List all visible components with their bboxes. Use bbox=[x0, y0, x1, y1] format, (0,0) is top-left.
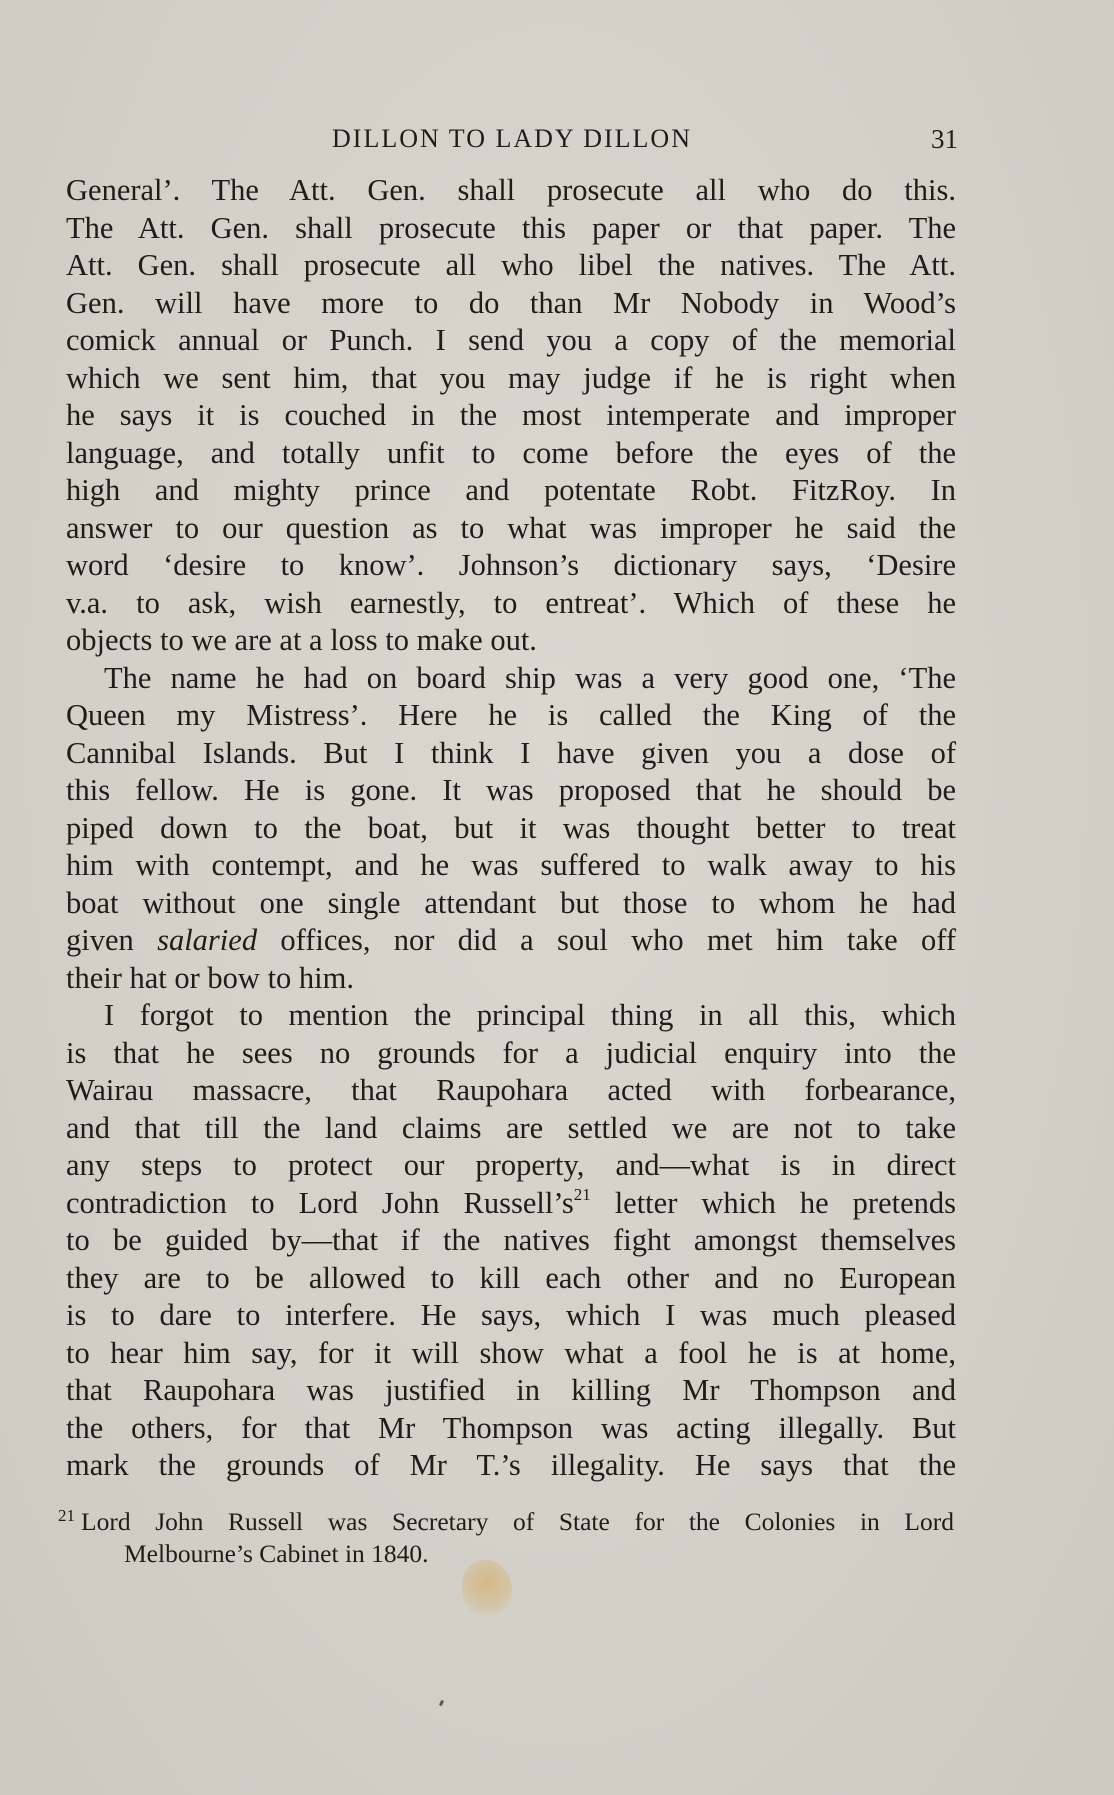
text-line: he says it is couched in the most intemperate and improper bbox=[66, 398, 956, 432]
text-line: The Att. Gen. shall prosecute this paper or that paper. The bbox=[66, 210, 956, 245]
text-line: word ‘desire to know’. Johnson’s dictionary says, ‘Desire bbox=[66, 548, 956, 582]
text-line: and that till the land claims are settled we are not to take bbox=[66, 1110, 956, 1145]
text-line: Queen my Mistress’. Here he is called the King of the bbox=[66, 698, 956, 732]
text-line: boat without one single attendant but those to whom he had bbox=[66, 885, 956, 920]
paper-speck bbox=[439, 1700, 444, 1707]
italic-word: salaried bbox=[157, 923, 258, 957]
footnote-line bbox=[58, 1506, 954, 1538]
text-line: Wairau massacre, that Raupohara acted with forbearance, bbox=[66, 1073, 956, 1107]
body-text bbox=[66, 172, 956, 1485]
page-number: 31 bbox=[931, 124, 958, 154]
text-line: mark the grounds of Mr T.’s illegality. He says that the bbox=[66, 1448, 956, 1482]
text-line: is to dare to interfere. He says, which I was much pleased bbox=[66, 1298, 956, 1332]
text-line: answer to our question as to what was improper he said the bbox=[66, 510, 956, 545]
text-line: Att. Gen. shall prosecute all who libel the natives. The Att. bbox=[66, 248, 956, 282]
text-line: any steps to protect our property, and—what is in direct bbox=[66, 1148, 956, 1182]
text-line: high and mighty prince and potentate Robt. FitzRoy. In bbox=[66, 473, 956, 507]
footnote-number: 21 bbox=[58, 1506, 75, 1525]
paragraph-3 bbox=[66, 997, 956, 1485]
text-run: contradiction to Lord John Russell’s bbox=[66, 1185, 574, 1220]
text-run: given bbox=[66, 923, 158, 957]
footnote-line: Melbourne’s Cabinet in 1840. bbox=[124, 1539, 429, 1568]
paragraph-2 bbox=[66, 660, 956, 998]
text-line: The name he had on board ship was a very good one, ‘The bbox=[104, 660, 956, 695]
text-line bbox=[66, 922, 956, 960]
text-line: General’. The Att. Gen. shall prosecute all who do this. bbox=[66, 173, 956, 207]
footnote bbox=[58, 1506, 954, 1570]
text-line: to be guided by—that if the natives fight amongst themselves bbox=[66, 1223, 956, 1257]
text-line: that Raupohara was justified in killing Mr Thompson and bbox=[66, 1373, 956, 1407]
text-line: is that he sees no grounds for a judicial enquiry into the bbox=[66, 1035, 956, 1070]
paper-stain bbox=[462, 1560, 512, 1618]
text-line: Gen. will have more to do than Mr Nobody in Wood’s bbox=[66, 285, 956, 320]
text-line: their hat or bow to him. bbox=[66, 960, 355, 995]
text-line: which we sent him, that you may judge if he is right when bbox=[66, 360, 956, 395]
text-run: letter which he pretends bbox=[590, 1185, 956, 1220]
running-title: DILLON TO LADY DILLON bbox=[332, 124, 692, 153]
text-line: comick annual or Punch. I send you a copy of the memorial bbox=[66, 323, 956, 357]
text-line: him with contempt, and he was suffered to walk away to his bbox=[66, 848, 956, 882]
text-line: Cannibal Islands. But I think I have given you a dose of bbox=[66, 735, 956, 770]
text-line: language, and totally unfit to come before the eyes of the bbox=[66, 435, 956, 470]
text-line: I forgot to mention the principal thing in all this, which bbox=[104, 998, 956, 1032]
text-line bbox=[66, 1185, 956, 1223]
text-line: the others, for that Mr Thompson was acting illegally. But bbox=[66, 1410, 956, 1445]
text-line: piped down to the boat, but it was thought better to treat bbox=[66, 810, 956, 845]
text-line: they are to be allowed to kill each other and no European bbox=[66, 1260, 956, 1295]
text-line: this fellow. He is gone. It was proposed that he should be bbox=[66, 773, 956, 807]
text-line: to hear him say, for it will show what a fool he is at home, bbox=[66, 1335, 956, 1370]
footnote-text: Lord John Russell was Secretary of State for the Colonies in Lord bbox=[81, 1507, 954, 1536]
text-line: v.a. to ask, wish earnestly, to entreat’. Which of these he bbox=[66, 585, 956, 620]
footnote-ref: 21 bbox=[573, 1184, 591, 1204]
text-line: objects to we are at a loss to make out. bbox=[66, 623, 537, 657]
text-run: offices, nor did a soul who met him take off bbox=[257, 923, 956, 957]
running-head bbox=[66, 124, 958, 158]
paragraph-1 bbox=[66, 172, 956, 660]
